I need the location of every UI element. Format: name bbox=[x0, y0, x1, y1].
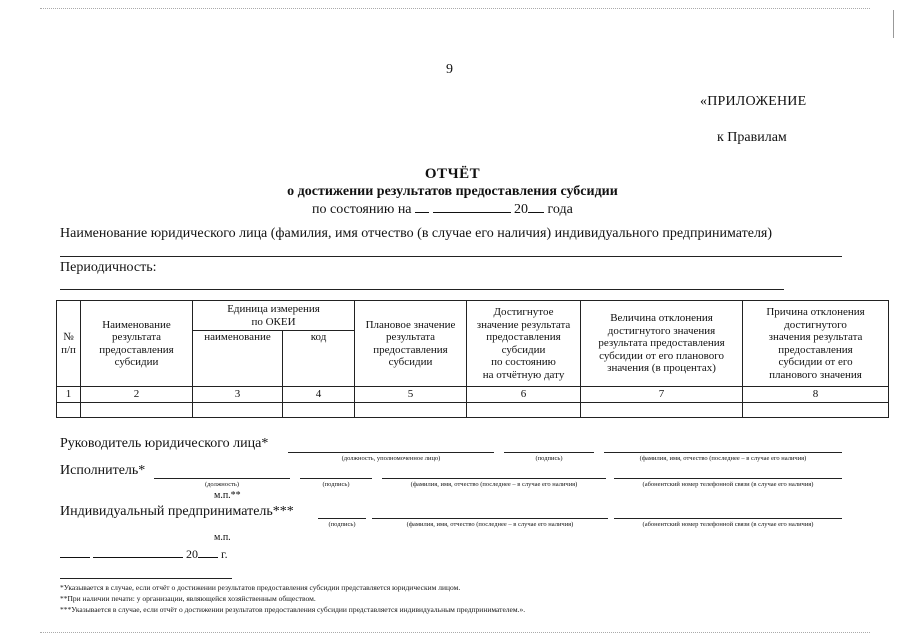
head-position-caption: (должность, уполномоченное лицо) bbox=[341, 455, 441, 462]
table-cell[interactable] bbox=[57, 403, 81, 418]
date-suffix: г. bbox=[221, 547, 228, 561]
table-row-column-numbers bbox=[57, 387, 889, 403]
column-number: 5 bbox=[355, 387, 467, 403]
as-of-suffix: года bbox=[547, 202, 573, 217]
date-day-blank[interactable] bbox=[60, 544, 90, 558]
scan-edge-bottom bbox=[40, 632, 870, 633]
footnote-3: ***Указывается в случае, если отчёт о достижении результатов предоставления субсидии представляется индивидуальным предпринимателем.». bbox=[60, 605, 526, 614]
head-name-caption: (фамилия, имя, отчество (последнее – в случае его наличия) bbox=[639, 455, 807, 462]
table-cell[interactable] bbox=[467, 403, 581, 418]
executor-name-line[interactable] bbox=[382, 478, 606, 479]
entity-name-label: Наименование юридического лица (фамилия, имя отчество (в случае его наличия) индивидуального предпринимателя) bbox=[60, 226, 773, 241]
entrepreneur-signature-line[interactable] bbox=[318, 518, 366, 519]
column-number: 4 bbox=[283, 387, 355, 403]
as-of-month-blank[interactable] bbox=[433, 199, 511, 213]
footnote-separator bbox=[60, 578, 232, 579]
executor-name-caption: (фамилия, имя, отчество (последнее – в случае его наличия) bbox=[410, 481, 578, 488]
column-number: 2 bbox=[81, 387, 193, 403]
header-unit-name: наименование bbox=[193, 331, 283, 387]
entrepreneur-name-caption: (фамилия, имя, отчество (последнее – в случае его наличия) bbox=[406, 521, 574, 528]
header-unit-code: код bbox=[283, 331, 355, 387]
entrepreneur-phone-caption: (абонентский номер телефонной связи (в случае его наличия) bbox=[642, 521, 814, 528]
as-of-year-blank[interactable] bbox=[528, 199, 544, 213]
as-of-prefix: по состоянию на bbox=[312, 202, 412, 217]
table-cell[interactable] bbox=[283, 403, 355, 418]
column-number: 6 bbox=[467, 387, 581, 403]
date-month-blank[interactable] bbox=[93, 544, 183, 558]
executor-signature-line[interactable] bbox=[300, 478, 372, 479]
report-title: ОТЧЁТ bbox=[424, 166, 481, 182]
periodicity-label: Периодичность: bbox=[60, 260, 157, 275]
executor-signature-caption: (подпись) bbox=[322, 481, 350, 488]
executor-signature-label: Исполнитель* bbox=[60, 463, 146, 478]
header-achieved: Достигнутое значение результата предоставления субсидии по состоянию на отчётную дату bbox=[467, 301, 581, 387]
column-number: 7 bbox=[581, 387, 743, 403]
column-number: 1 bbox=[57, 387, 81, 403]
footnote-2: **При наличии печати: у организации, являющейся хозяйственным обществом. bbox=[60, 594, 316, 603]
header-planned: Плановое значение результата предоставления субсидии bbox=[355, 301, 467, 387]
as-of-date-line bbox=[312, 199, 573, 218]
header-reason: Причина отклонения достигнутого значения результата предоставления субсидии от его планового значения bbox=[743, 301, 889, 387]
column-number: 3 bbox=[193, 387, 283, 403]
header-result-name: Наименование результата предоставления субсидии bbox=[81, 301, 193, 387]
executor-position-caption: (должность) bbox=[204, 481, 240, 488]
table-cell[interactable] bbox=[743, 403, 889, 418]
head-signature-line[interactable] bbox=[504, 452, 594, 453]
executor-stamp-label: м.п.** bbox=[214, 490, 241, 501]
entrepreneur-phone-line[interactable] bbox=[614, 518, 842, 519]
head-signature-caption: (подпись) bbox=[535, 455, 563, 462]
entrepreneur-name-line[interactable] bbox=[372, 518, 608, 519]
column-number: 8 bbox=[743, 387, 889, 403]
executor-phone-line[interactable] bbox=[614, 478, 842, 479]
entrepreneur-signature-caption: (подпись) bbox=[328, 521, 356, 528]
date-year-blank[interactable] bbox=[198, 544, 218, 558]
table-cell[interactable] bbox=[355, 403, 467, 418]
page-number: 9 bbox=[446, 62, 453, 77]
executor-phone-caption: (абонентский номер телефонной связи (в случае его наличия) bbox=[642, 481, 814, 488]
appendix-label: «ПРИЛОЖЕНИЕ bbox=[700, 94, 807, 109]
header-num: № п/п bbox=[57, 301, 81, 387]
scan-edge-right bbox=[893, 10, 894, 38]
signature-date-line bbox=[60, 544, 228, 562]
rules-label: к Правилам bbox=[717, 130, 787, 145]
table-cell[interactable] bbox=[193, 403, 283, 418]
head-name-line[interactable] bbox=[604, 452, 842, 453]
executor-position-line[interactable] bbox=[154, 478, 290, 479]
table-row-empty bbox=[57, 403, 889, 418]
footnote-1: *Указывается в случае, если отчёт о достижении результатов предоставления субсидии представляется юридическим лицом. bbox=[60, 583, 461, 592]
as-of-day-blank[interactable] bbox=[415, 199, 429, 213]
date-year: 20 bbox=[186, 547, 198, 561]
header-deviation: Величина отклонения достигнутого значения результата предоставления субсидии от его планового значения (в процентах) bbox=[581, 301, 743, 387]
entity-name-line[interactable] bbox=[60, 256, 842, 257]
as-of-year: 20 bbox=[514, 202, 529, 217]
scan-edge-top bbox=[40, 8, 870, 9]
table-cell[interactable] bbox=[81, 403, 193, 418]
table-cell[interactable] bbox=[581, 403, 743, 418]
head-signature-label: Руководитель юридического лица* bbox=[60, 436, 269, 451]
header-unit-group: Единица измерения по ОКЕИ bbox=[193, 301, 355, 331]
entrepreneur-signature-label: Индивидуальный предприниматель*** bbox=[60, 504, 294, 519]
periodicity-line[interactable] bbox=[60, 289, 784, 290]
head-position-line[interactable] bbox=[288, 452, 494, 453]
report-table bbox=[56, 300, 889, 418]
report-subtitle: о достижении результатов предоставления субсидии bbox=[287, 184, 618, 199]
entrepreneur-stamp-label: м.п. bbox=[214, 532, 231, 543]
